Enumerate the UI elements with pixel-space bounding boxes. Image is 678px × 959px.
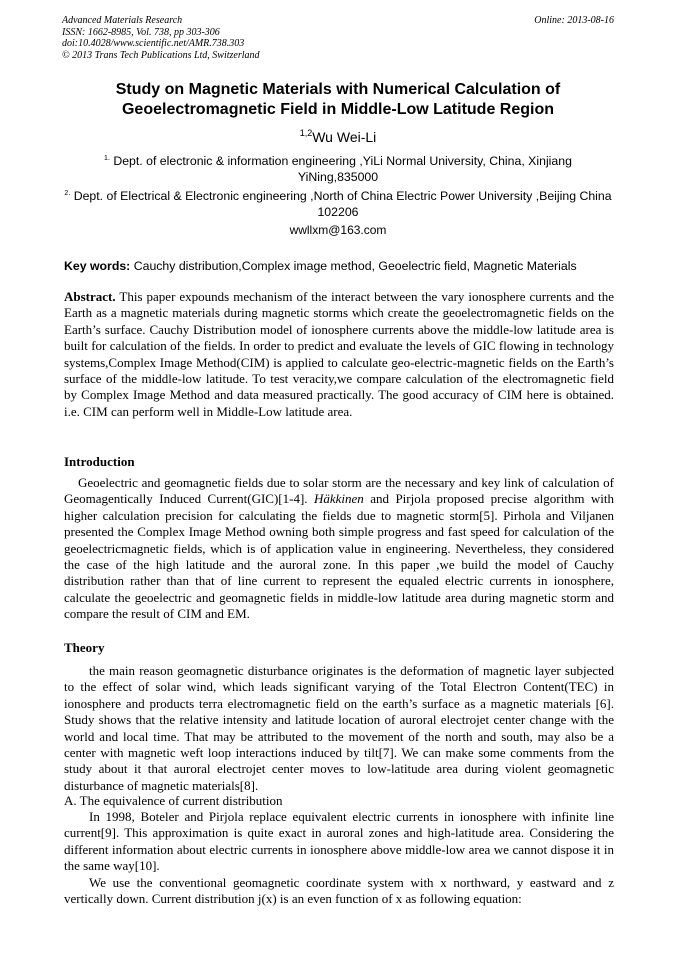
abstract-text: This paper expounds mechanism of the interact between the vary ionosphere currents and the Earth as a magnetic materials during magnetic storms which create the geoelectromagnetic fields on the Earth’s surface. Cauchy Distribution model of ionosphere currents above the middle-low latitude area is built for calculation of the fields. In order to predict and evaluate the levels of GIC flowing in technology systems,Complex Image Method(CIM) is applied to calculate geo-electric-magnetic fields on the Earth’s surface of the middle-low latitude. To test veracity,we compare calculation of the electromagnetic field by Complex Image Method and data measured practically. The good accuracy of CIM here is obtained. i.e. CIM can perform well in Middle-Low latitude area.: [64, 289, 615, 419]
affiliation-2-marker: 2.: [64, 190, 71, 197]
author-email: wwllxm@163.com: [289, 223, 387, 237]
abstract-label: Abstract.: [64, 289, 116, 304]
affiliation-2: [62, 186, 614, 220]
journal-name: Advanced Materials Research: [62, 15, 183, 26]
affiliation-1: [62, 151, 614, 185]
author-line: [62, 124, 614, 146]
paper-title-line-2: Geoelectromagnetic Field in Middle-Low Latitude Region: [121, 101, 555, 118]
author-superscript: 1,2: [299, 128, 313, 138]
affiliation-1-line-2: YiNing,835000: [297, 170, 379, 184]
affiliation-1-line-1: Dept. of electronic & information engineering ,YiLi Normal University, China, Xinjiang: [113, 154, 572, 168]
affiliation-2-line-2: 102206: [317, 205, 359, 219]
affiliation-2-line-1: Dept. of Electrical & Electronic engineering ,North of China Electric Power University ,Beijing China: [73, 189, 612, 203]
theory-heading: Theory: [64, 640, 105, 655]
affiliation-1-marker: 1.: [104, 155, 110, 162]
intro-text-1: Geoelectric and geomagnetic fields due to solar storm are the necessary and key link of calculation of Geomagentically Induced Current(GIC)[1-4].: [64, 475, 614, 507]
abstract: [64, 289, 614, 420]
introduction-paragraph: [64, 475, 614, 623]
author-name: Wu Wei-Li: [312, 129, 377, 145]
theory-subheading: A. The equivalence of current distribution: [64, 793, 283, 808]
keywords-text: Cauchy distribution,Complex image method, Geoelectric field, Magnetic Materials: [133, 259, 577, 273]
journal-doi: doi:10.4028/www.scientific.net/AMR.738.303: [62, 38, 245, 49]
theory-paragraph-2: In 1998, Boteler and Pirjola replace equivalent electric currents in ionosphere with infinite line current[9]. This approximation is quite exact in auroral zones and high-latitude area. Considering the different information about electric currents in ionosphere above middle-low area we cannot dispose it in the same way[10].: [64, 809, 614, 874]
introduction-heading: Introduction: [64, 454, 135, 469]
journal-copyright: © 2013 Trans Tech Publications Ltd, Switzerland: [62, 49, 260, 61]
paper-title-line-1: Study on Magnetic Materials with Numerical Calculation of: [115, 81, 561, 98]
journal-issn: ISSN: 1662-8985, Vol. 738, pp 303-306: [62, 26, 220, 38]
journal-header: [62, 15, 260, 61]
intro-text-2: and Pirjola proposed precise algorithm with higher calculation precision for calculating the fields due to magnetic storm[5]. Pirhola and Viljanen presented the Complex Image Method owning both simple progress and fast speed for calculation of the geoelectricmagnetic fields, which is of application value in engineering. Nevertheless, they considered the case of the high latitude and the auroral zone. In this paper ,we build the model of Cauchy distribution rather than that of line current to represent the equaled electric currents in ionosphere, calculate the geoelectric and geomagnetic fields in middle-low latitude area during magnetic storm and compare the result of CIM and EM.: [64, 491, 614, 622]
keywords: [64, 259, 616, 274]
keywords-label: Key words:: [64, 259, 131, 273]
theory-paragraph-3: We use the conventional geomagnetic coordinate system with x northward, y eastward and z vertically down. Current distribution j(x) is an even function of x as following equation:: [64, 875, 614, 907]
intro-italic-name: Häkkinen: [313, 491, 364, 507]
online-date: Online: 2013-08-16: [534, 15, 614, 26]
paper-title: [62, 80, 614, 120]
theory-paragraph-1: the main reason geomagnetic disturbance originates is the deformation of magnetic layer subjected to the effect of solar wind, which leads significant varying of the Total Electron Content(TEC) in ionosphere and products terra electromagnetic field on the earth’s surface as a magnetic materials [6]. Study shows that the relative intensity and latitude location of auroral electrojet center change with the world and local time. That may be attributed to the movement of the north and south, may also be a center with magnetic weft loop interactions induced by tilt[7]. We can make some comments from the study about it that auroral electrojet center moves to low-latitude area during violent geomagnetic disturbance of magnetic materials[8].: [64, 663, 614, 793]
